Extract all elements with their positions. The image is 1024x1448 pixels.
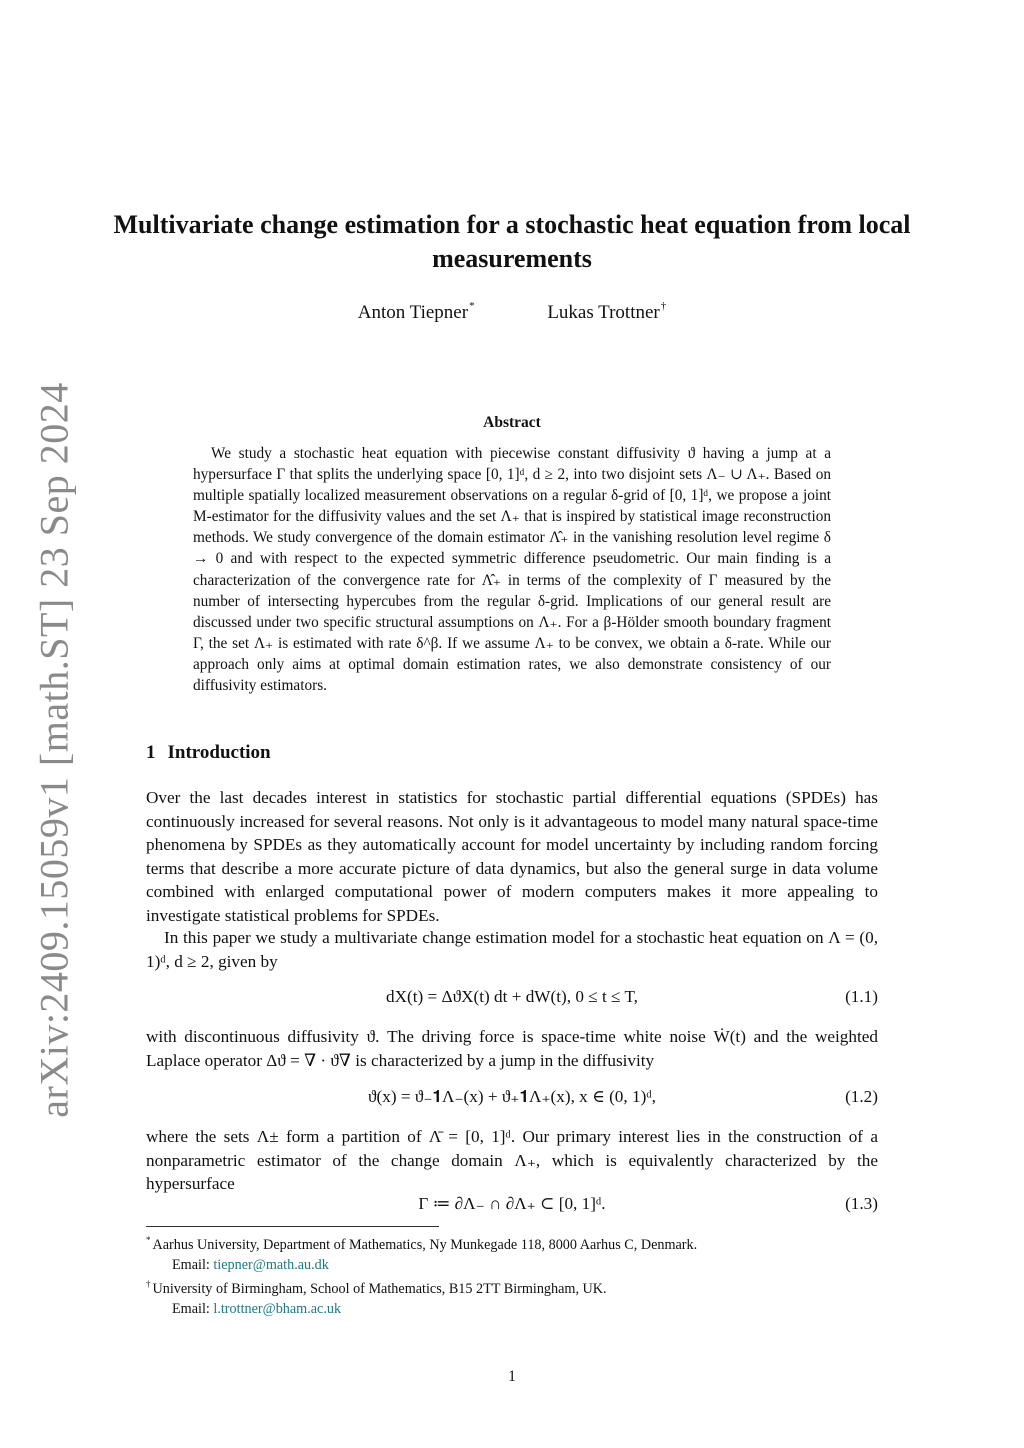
email-label: Email:	[172, 1300, 210, 1317]
footnote-mark: *	[146, 1235, 151, 1245]
arxiv-identifier-stamp[interactable]: arXiv:2409.15059v1 [math.ST] 23 Sep 2024	[31, 382, 77, 1118]
author-footnote-mark[interactable]: †	[660, 300, 667, 312]
equation-1-2	[146, 1087, 878, 1111]
paper-title: Multivariate change estimation for a stochastic heat equation from local measurements	[113, 210, 911, 273]
footnote-divider	[146, 1226, 439, 1227]
equation-1-1	[146, 987, 878, 1011]
equation-body: dX(t) = ΔϑX(t) dt + dW(t), 0 ≤ t ≤ T,	[386, 987, 638, 1006]
email-link[interactable]: tiepner@math.au.dk	[213, 1256, 329, 1273]
equation-1-3	[146, 1194, 878, 1218]
paragraph-3: with discontinuous diffusivity ϑ. The driving force is space-time white noise Ẇ(t) and the weighted Laplace operator Δϑ = ∇ · ϑ∇ is characterized by a jump in the diffusivity	[146, 1027, 878, 1070]
equation-number: (1.1)	[845, 987, 878, 1006]
abstract-text: We study a stochastic heat equation with piecewise constant diffusivity ϑ having a jump at a hypersurface Γ that splits the underlying space [0, 1]ᵈ, d ≥ 2, into two disjoint sets Λ₋ ∪ Λ₊. Based on multiple spatially localized measurement observations on a regular δ-grid of [0, 1]ᵈ, we propose a joint M-estimator for the diffusivity values and the set Λ₊ that is inspired by statistical image reconstruction methods. We study convergence of the domain estimator Λ̂₊ in the vanishing resolution level regime δ → 0 and with respect to the expected symmetric difference pseudometric. Our main finding is a characterization of the convergence rate for Λ̂₊ in terms of the complexity of Γ measured by the number of intersecting hypercubes from the regular δ-grid. Implications of our general result are discussed under two specific structural assumptions on Λ₊. For a β-Hölder smooth boundary fragment Γ, the set Λ₊ is estimated with rate δ^β. If we assume Λ₊ to be convex, we obtain a δ-rate. While our approach only aims at optimal domain estimation rates, we also demonstrate consistency of our diffusivity estimators.	[193, 445, 831, 695]
equation-number: (1.2)	[845, 1087, 878, 1106]
footnote-1	[146, 1231, 886, 1256]
author-name: Lukas Trottner	[547, 302, 660, 323]
equation-number: (1.3)	[845, 1194, 878, 1213]
equation-body: ϑ(x) = ϑ₋𝟏Λ₋(x) + ϑ₊𝟏Λ₊(x), x ∈ (0, 1)ᵈ,	[368, 1087, 656, 1106]
email-link[interactable]: l.trottner@bham.ac.uk	[213, 1300, 342, 1317]
footnote-affiliation: University of Birmingham, School of Mathematics, B15 2TT Birmingham, UK.	[152, 1281, 607, 1298]
footnote-affiliation: Aarhus University, Department of Mathematics, Ny Munkegade 118, 8000 Aarhus C, Denmark.	[152, 1237, 698, 1253]
section-heading	[146, 742, 271, 764]
author-name: Anton Tiepner	[357, 302, 469, 323]
footnotes	[146, 1231, 886, 1319]
footnote-mark: †	[146, 1279, 151, 1290]
equation-body: Γ ≔ ∂Λ₋ ∩ ∂Λ₊ ⊂ [0, 1]ᵈ.	[418, 1194, 606, 1213]
author-list	[0, 300, 1024, 324]
section-number: 1	[146, 742, 156, 763]
page-number: 1	[508, 1368, 516, 1385]
author-1	[358, 300, 475, 324]
footnote-2	[146, 1275, 886, 1300]
section-title: Introduction	[167, 742, 271, 763]
paragraph-1: Over the last decades interest in statistics for stochastic partial differential equations (SPDEs) has continuously increased for several reasons. Not only is it advantageous to model many natural space-time phenomena by SPDEs as they automatically account for model uncertainty by including random forcing terms that describe a more accurate picture of data dynamics, but also the general surge in data volume combined with enlarged computational power of modern computers makes it more appealing to investigate statistical problems for SPDEs.	[146, 788, 878, 925]
footnote-2-email	[146, 1300, 886, 1320]
paragraph-4: where the sets Λ± form a partition of Λ̄ = [0, 1]ᵈ. Our primary interest lies in the construction of a nonparametric estimator of the change domain Λ₊, which is equivalently characterized by the hypersurface	[146, 1127, 878, 1193]
paragraph-2: In this paper we study a multivariate change estimation model for a stochastic heat equation on Λ = (0, 1)ᵈ, d ≥ 2, given by	[146, 928, 878, 971]
author-footnote-mark[interactable]: *	[469, 300, 475, 312]
email-label: Email:	[172, 1256, 210, 1273]
footnote-1-email	[146, 1256, 886, 1276]
abstract-heading: Abstract	[483, 414, 541, 431]
author-2	[547, 300, 666, 324]
